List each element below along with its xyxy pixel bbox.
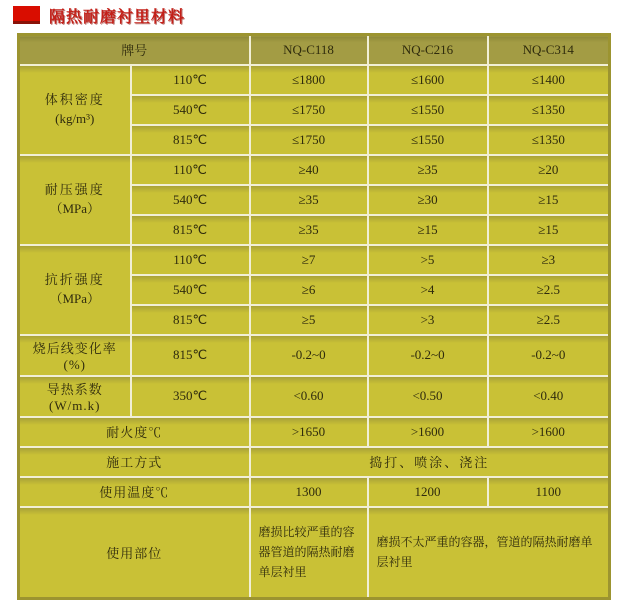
value-cell: <0.40 xyxy=(488,376,610,417)
value-cell: ≥35 xyxy=(250,185,368,215)
temp-cell: 110℃ xyxy=(131,245,250,275)
value-cell: 1100 xyxy=(488,477,610,507)
table-row xyxy=(19,155,610,185)
group-label-flexural xyxy=(19,245,131,335)
group-unit: (kg/m³) xyxy=(55,110,95,126)
value-cell: 1200 xyxy=(368,477,488,507)
temp-cell: 815℃ xyxy=(131,215,250,245)
row-label-service-temp: 使用温度℃ xyxy=(19,477,250,507)
application-cell-c216-c314: 磨损不太严重的容器，管道的隔热耐磨单层衬里 xyxy=(368,507,610,599)
value-cell: ≥3 xyxy=(488,245,610,275)
value-cell: ≥40 xyxy=(250,155,368,185)
value-cell: ≥15 xyxy=(368,215,488,245)
value-cell: ≤1800 xyxy=(250,65,368,95)
value-cell: -0.2~0 xyxy=(250,335,368,376)
row-label-conductivity: 导热系数(W/m.k) xyxy=(19,376,131,417)
table-row xyxy=(19,507,610,599)
group-name: 耐压强度 xyxy=(44,181,105,197)
group-name: 抗折强度 xyxy=(44,271,105,287)
table-row xyxy=(19,447,610,477)
temp-cell: 350℃ xyxy=(131,376,250,417)
value-cell: ≥6 xyxy=(250,275,368,305)
brand-header-cell: 牌号 xyxy=(19,35,250,65)
value-cell: ≥30 xyxy=(368,185,488,215)
value-cell: -0.2~0 xyxy=(488,335,610,376)
value-cell: >4 xyxy=(368,275,488,305)
red-square-icon xyxy=(13,6,40,24)
group-label-density xyxy=(19,65,131,155)
group-name: 体积密度 xyxy=(44,91,105,107)
model-header-cell-c216: NQ-C216 xyxy=(368,35,488,65)
temp-cell: 815℃ xyxy=(131,125,250,155)
page-title-bar xyxy=(0,0,617,29)
value-cell: >1600 xyxy=(488,417,610,447)
row-label-construction: 施工方式 xyxy=(19,447,250,477)
value-cell: ≥15 xyxy=(488,185,610,215)
row-label-application: 使用部位 xyxy=(19,507,250,599)
table-row xyxy=(19,417,610,447)
value-cell: ≤1750 xyxy=(250,95,368,125)
table-row xyxy=(19,376,610,417)
temp-cell: 815℃ xyxy=(131,335,250,376)
value-cell: ≤1600 xyxy=(368,65,488,95)
table-header-row xyxy=(19,35,610,65)
temp-cell: 540℃ xyxy=(131,275,250,305)
value-cell: ≥2.5 xyxy=(488,305,610,335)
value-cell: >1600 xyxy=(368,417,488,447)
table-row xyxy=(19,335,610,376)
value-cell: ≤1550 xyxy=(368,95,488,125)
temp-cell: 540℃ xyxy=(131,185,250,215)
model-header-cell-c314: NQ-C314 xyxy=(488,35,610,65)
group-unit: （MPa） xyxy=(49,290,101,306)
value-cell: >3 xyxy=(368,305,488,335)
value-cell: <0.50 xyxy=(368,376,488,417)
row-label-refractoriness: 耐火度℃ xyxy=(19,417,250,447)
table-row xyxy=(19,245,610,275)
model-header-cell-c118: NQ-C118 xyxy=(250,35,368,65)
value-cell: ≥15 xyxy=(488,215,610,245)
value-cell: 1300 xyxy=(250,477,368,507)
value-cell: ≤1350 xyxy=(488,125,610,155)
table-row xyxy=(19,477,610,507)
value-cell: >1650 xyxy=(250,417,368,447)
value-cell: ≤1750 xyxy=(250,125,368,155)
value-cell: ≤1350 xyxy=(488,95,610,125)
page-title: 隔热耐磨衬里材料 xyxy=(49,9,186,26)
value-cell: ≥35 xyxy=(368,155,488,185)
value-cell: ≤1400 xyxy=(488,65,610,95)
construction-value-cell: 捣打、喷涂、浇注 xyxy=(250,447,610,477)
table-row xyxy=(19,65,610,95)
temp-cell: 110℃ xyxy=(131,155,250,185)
temp-cell: 110℃ xyxy=(131,65,250,95)
spec-table xyxy=(17,33,611,600)
value-cell: ≥20 xyxy=(488,155,610,185)
value-cell: ≤1550 xyxy=(368,125,488,155)
value-cell: ≥7 xyxy=(250,245,368,275)
value-cell: -0.2~0 xyxy=(368,335,488,376)
row-label-linear-change: 烧后线变化率 (%) xyxy=(19,335,131,376)
group-unit: （MPa） xyxy=(49,200,101,216)
value-cell: <0.60 xyxy=(250,376,368,417)
group-label-compressive xyxy=(19,155,131,245)
value-cell: ≥5 xyxy=(250,305,368,335)
application-cell-c118: 磨损比较严重的容器管道的隔热耐磨单层衬里 xyxy=(250,507,368,599)
value-cell: ≥2.5 xyxy=(488,275,610,305)
temp-cell: 540℃ xyxy=(131,95,250,125)
temp-cell: 815℃ xyxy=(131,305,250,335)
value-cell: >5 xyxy=(368,245,488,275)
value-cell: ≥35 xyxy=(250,215,368,245)
